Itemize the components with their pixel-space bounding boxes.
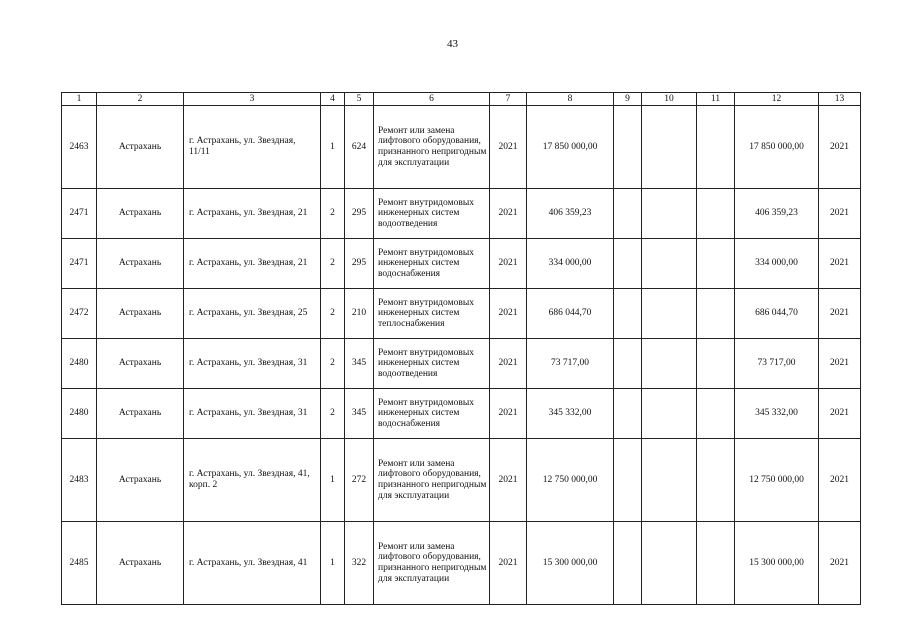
table-row — [62, 522, 861, 605]
column-header: 9 — [614, 93, 642, 106]
cell-total: 406 359,23 — [735, 189, 819, 239]
table-row — [62, 289, 861, 339]
column-header: 7 — [490, 93, 527, 106]
cell-work-type: Ремонт внутридомовых инженерных систем водоснабжения — [374, 389, 490, 439]
cell-col4: 2 — [321, 289, 345, 339]
cell-col11 — [697, 389, 735, 439]
cell-year-end: 2021 — [819, 389, 861, 439]
cell-col5: 295 — [345, 239, 374, 289]
cell-total: 686 044,70 — [735, 289, 819, 339]
cell-col9 — [614, 339, 642, 389]
cell-total: 15 300 000,00 — [735, 522, 819, 605]
cell-year: 2021 — [490, 389, 527, 439]
column-header: 11 — [697, 93, 735, 106]
cell-col5: 295 — [345, 189, 374, 239]
cell-col5: 624 — [345, 106, 374, 189]
cell-year-end: 2021 — [819, 289, 861, 339]
cell-id: 2463 — [62, 106, 97, 189]
cell-col5: 322 — [345, 522, 374, 605]
cell-year: 2021 — [490, 189, 527, 239]
cell-city: Астрахань — [97, 522, 184, 605]
cell-id: 2480 — [62, 339, 97, 389]
cell-cost: 334 000,00 — [527, 239, 614, 289]
cell-work-type: Ремонт внутридомовых инженерных систем водоотведения — [374, 189, 490, 239]
cell-year: 2021 — [490, 339, 527, 389]
cell-col11 — [697, 239, 735, 289]
cell-cost: 17 850 000,00 — [527, 106, 614, 189]
cell-cost: 12 750 000,00 — [527, 439, 614, 522]
cell-col4: 2 — [321, 239, 345, 289]
cell-address: г. Астрахань, ул. Звездная, 31 — [184, 389, 321, 439]
cell-address: г. Астрахань, ул. Звездная, 25 — [184, 289, 321, 339]
cell-cost: 15 300 000,00 — [527, 522, 614, 605]
cell-col11 — [697, 439, 735, 522]
cell-col11 — [697, 289, 735, 339]
cell-year-end: 2021 — [819, 339, 861, 389]
cell-cost: 345 332,00 — [527, 389, 614, 439]
cell-total: 334 000,00 — [735, 239, 819, 289]
cell-city: Астрахань — [97, 189, 184, 239]
cell-col5: 345 — [345, 389, 374, 439]
cell-total: 17 850 000,00 — [735, 106, 819, 189]
cell-col9 — [614, 439, 642, 522]
cell-col4: 1 — [321, 522, 345, 605]
column-header: 10 — [642, 93, 697, 106]
cell-col10 — [642, 106, 697, 189]
cell-col9 — [614, 389, 642, 439]
cell-address: г. Астрахань, ул. Звездная, 21 — [184, 189, 321, 239]
cell-year: 2021 — [490, 239, 527, 289]
cell-col9 — [614, 239, 642, 289]
cell-year-end: 2021 — [819, 522, 861, 605]
cell-city: Астрахань — [97, 106, 184, 189]
cell-year: 2021 — [490, 522, 527, 605]
cell-col5: 272 — [345, 439, 374, 522]
cell-cost: 73 717,00 — [527, 339, 614, 389]
cell-year-end: 2021 — [819, 239, 861, 289]
cell-col5: 210 — [345, 289, 374, 339]
cell-address: г. Астрахань, ул. Звездная, 11/11 — [184, 106, 321, 189]
table-row — [62, 106, 861, 189]
cell-id: 2485 — [62, 522, 97, 605]
works-table — [61, 92, 861, 605]
cell-col10 — [642, 339, 697, 389]
cell-total: 345 332,00 — [735, 389, 819, 439]
cell-city: Астрахань — [97, 439, 184, 522]
cell-id: 2480 — [62, 389, 97, 439]
cell-col10 — [642, 439, 697, 522]
cell-col11 — [697, 522, 735, 605]
cell-year-end: 2021 — [819, 439, 861, 522]
cell-col4: 1 — [321, 439, 345, 522]
cell-total: 12 750 000,00 — [735, 439, 819, 522]
cell-id: 2471 — [62, 189, 97, 239]
cell-address: г. Астрахань, ул. Звездная, 21 — [184, 239, 321, 289]
cell-work-type: Ремонт внутридомовых инженерных систем водоснабжения — [374, 239, 490, 289]
cell-col4: 2 — [321, 339, 345, 389]
cell-col11 — [697, 106, 735, 189]
table-row — [62, 239, 861, 289]
cell-total: 73 717,00 — [735, 339, 819, 389]
cell-city: Астрахань — [97, 289, 184, 339]
cell-col5: 345 — [345, 339, 374, 389]
cell-cost: 406 359,23 — [527, 189, 614, 239]
cell-id: 2483 — [62, 439, 97, 522]
column-header: 2 — [97, 93, 184, 106]
cell-col11 — [697, 189, 735, 239]
cell-work-type: Ремонт внутридомовых инженерных систем водоотведения — [374, 339, 490, 389]
cell-col10 — [642, 289, 697, 339]
cell-id: 2471 — [62, 239, 97, 289]
cell-col11 — [697, 339, 735, 389]
table-row — [62, 339, 861, 389]
cell-address: г. Астрахань, ул. Звездная, 41, корп. 2 — [184, 439, 321, 522]
cell-col10 — [642, 239, 697, 289]
column-header: 8 — [527, 93, 614, 106]
table-row — [62, 439, 861, 522]
column-header: 6 — [374, 93, 490, 106]
column-header: 4 — [321, 93, 345, 106]
cell-cost: 686 044,70 — [527, 289, 614, 339]
cell-col4: 1 — [321, 106, 345, 189]
cell-year-end: 2021 — [819, 189, 861, 239]
cell-city: Астрахань — [97, 339, 184, 389]
cell-col9 — [614, 289, 642, 339]
cell-city: Астрахань — [97, 389, 184, 439]
cell-col10 — [642, 522, 697, 605]
cell-work-type: Ремонт или замена лифтового оборудования, признанного непригодным для эксплуатации — [374, 439, 490, 522]
column-header: 5 — [345, 93, 374, 106]
cell-work-type: Ремонт внутридомовых инженерных систем теплоснабжения — [374, 289, 490, 339]
cell-address: г. Астрахань, ул. Звездная, 31 — [184, 339, 321, 389]
column-number-row — [62, 93, 861, 106]
cell-year: 2021 — [490, 106, 527, 189]
cell-work-type: Ремонт или замена лифтового оборудования, признанного непригодным для эксплуатации — [374, 106, 490, 189]
cell-year: 2021 — [490, 439, 527, 522]
cell-year-end: 2021 — [819, 106, 861, 189]
cell-col10 — [642, 389, 697, 439]
cell-id: 2472 — [62, 289, 97, 339]
column-header: 13 — [819, 93, 861, 106]
table-row — [62, 389, 861, 439]
cell-col10 — [642, 189, 697, 239]
cell-work-type: Ремонт или замена лифтового оборудования, признанного непригодным для эксплуатации — [374, 522, 490, 605]
table-row — [62, 189, 861, 239]
column-header: 3 — [184, 93, 321, 106]
cell-col9 — [614, 522, 642, 605]
cell-col9 — [614, 189, 642, 239]
column-header: 1 — [62, 93, 97, 106]
cell-address: г. Астрахань, ул. Звездная, 41 — [184, 522, 321, 605]
cell-col9 — [614, 106, 642, 189]
cell-year: 2021 — [490, 289, 527, 339]
column-header: 12 — [735, 93, 819, 106]
cell-col4: 2 — [321, 189, 345, 239]
page-number: 43 — [447, 38, 458, 50]
cell-col4: 2 — [321, 389, 345, 439]
cell-city: Астрахань — [97, 239, 184, 289]
